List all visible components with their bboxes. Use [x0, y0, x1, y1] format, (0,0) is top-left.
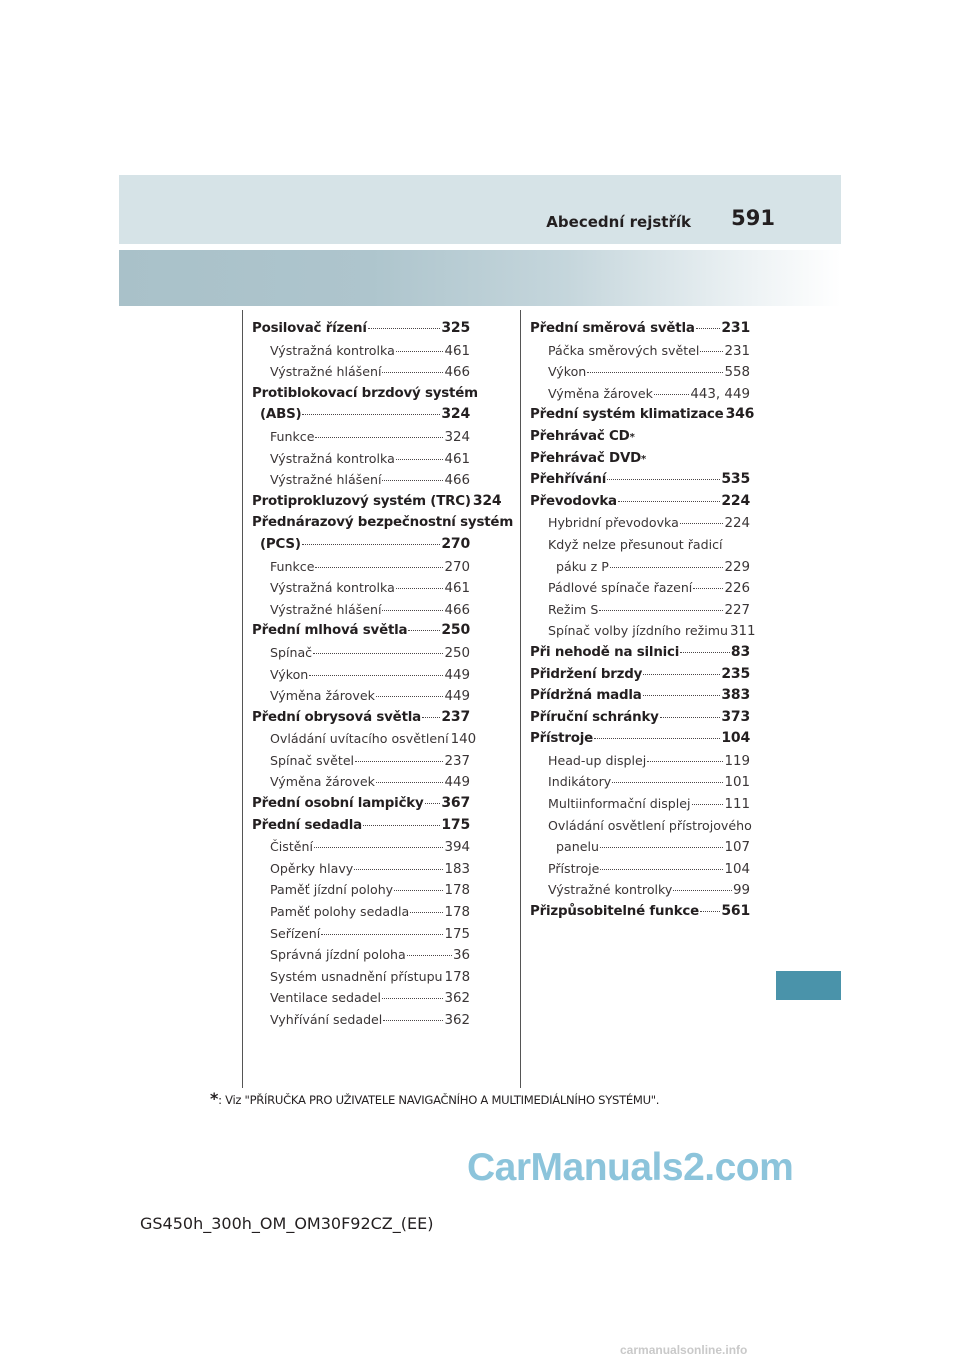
index-entry	[252, 815, 470, 837]
entry-label: Indikátory	[548, 774, 612, 790]
index-subentry	[530, 512, 750, 534]
leader-dots	[302, 414, 440, 415]
index-subentry	[252, 966, 470, 988]
entry-label: Výstražná kontrolka	[270, 342, 395, 358]
entry-page-number: 178	[444, 905, 470, 921]
entry-label: Výstražné kontrolky	[548, 882, 673, 898]
entry-page-number: 99	[732, 883, 750, 899]
entry-label: Výstražná kontrolka	[270, 450, 395, 466]
index-subentry	[252, 750, 470, 772]
entry-page-number: 394	[444, 840, 470, 856]
index-subentry	[530, 771, 750, 793]
entry-page-number: 561	[721, 903, 750, 920]
index-subentry	[252, 1009, 470, 1031]
entry-label: Přední sedadla	[252, 817, 362, 833]
index-subentry	[530, 599, 750, 621]
index-subentry	[252, 448, 470, 470]
index-subentry	[252, 599, 470, 621]
entry-label: (ABS)	[260, 407, 302, 423]
entry-page-number: 443, 449	[690, 386, 750, 402]
entry-page-number: 175	[441, 816, 470, 833]
entry-label: Ovládání uvítacího osvětlení	[270, 731, 449, 747]
leader-dots	[600, 869, 723, 870]
entry-page-number: 36	[452, 948, 470, 964]
entry-page-number: 229	[724, 559, 750, 575]
entry-label: Výstražné hlášení	[270, 601, 382, 617]
entry-label: Pádlové spínače řazení	[548, 580, 693, 596]
entry-label: Seřízení	[270, 925, 321, 941]
index-subentry	[252, 577, 470, 599]
entry-label: Převodovka	[530, 493, 617, 509]
leader-dots	[396, 459, 444, 460]
leader-dots	[394, 890, 443, 891]
entry-page-number: 224	[724, 516, 750, 532]
leader-dots	[600, 847, 724, 848]
leader-dots	[382, 610, 443, 611]
index-entry	[252, 491, 502, 513]
index-subentry	[530, 793, 750, 815]
leader-dots	[692, 804, 724, 805]
index-entry	[530, 469, 750, 491]
leader-dots	[612, 782, 723, 783]
leader-dots	[410, 912, 443, 913]
leader-dots	[382, 998, 443, 999]
entry-label: Spínač světel	[270, 752, 355, 768]
entry-page-number: 250	[441, 622, 470, 639]
index-entry	[530, 685, 750, 707]
leader-dots	[643, 695, 721, 696]
entry-label: Přehrávač DVD	[530, 450, 642, 466]
leader-dots	[700, 351, 723, 352]
entry-page-number: 104	[724, 861, 750, 877]
index-entry	[252, 534, 470, 556]
entry-label: Výkon	[270, 666, 309, 682]
entry-page-number: 270	[441, 535, 470, 552]
index-subentry	[252, 340, 470, 362]
leader-dots	[647, 761, 723, 762]
leader-dots	[309, 675, 443, 676]
entry-page-number: 226	[724, 581, 750, 597]
index-subentry	[530, 556, 750, 578]
leader-dots	[654, 394, 689, 395]
entry-page-number: 362	[444, 991, 470, 1007]
entry-page-number: 140	[450, 732, 477, 748]
section-title: Abecední rejstřík	[546, 213, 691, 231]
entry-page-number: 461	[444, 343, 470, 359]
entry-label: Protiprokluzový systém (TRC)	[252, 493, 471, 509]
entry-page-number: 449	[444, 667, 470, 683]
index-subentry	[252, 858, 470, 880]
entry-label: páku z P	[556, 558, 609, 574]
entry-label: Přední mlhová světla	[252, 623, 408, 639]
entry-page-number: 324	[444, 429, 470, 445]
index-entry	[252, 707, 470, 729]
watermark-url: carmanualsonline.info	[620, 1343, 748, 1357]
entry-label: Přídržná madla	[530, 688, 642, 704]
entry-page-number: 101	[724, 775, 750, 791]
entry-page-number: 362	[444, 1013, 470, 1028]
entry-page-number: 449	[444, 689, 470, 705]
entry-page-number: 178	[444, 969, 471, 985]
entry-page-number: 235	[721, 665, 750, 682]
entry-page-number: 227	[724, 602, 750, 618]
entry-label: Správná jízdní poloha	[270, 947, 406, 963]
index-subentry	[252, 728, 477, 750]
index-subentry	[530, 858, 750, 880]
watermark-logo: CarManuals2.com	[467, 1146, 794, 1189]
index-entry	[252, 318, 470, 340]
leader-dots	[594, 738, 720, 739]
leader-dots	[696, 328, 721, 329]
index-subentry	[252, 469, 470, 491]
entry-label: Systém usnadnění přístupu	[270, 968, 443, 984]
entry-page-number: 373	[721, 708, 750, 725]
leader-dots	[321, 934, 443, 935]
index-entry	[530, 707, 750, 729]
entry-page-number: 270	[444, 559, 470, 575]
index-column-left	[252, 318, 514, 1031]
entry-page-number: 325	[441, 320, 470, 336]
index-entry	[530, 491, 750, 513]
entry-page-number: 535	[721, 471, 750, 488]
entry-label: Přizpůsobitelné funkce	[530, 904, 700, 920]
index-subentry	[530, 815, 750, 837]
index-subentry	[530, 534, 750, 556]
entry-label: Výstražná kontrolka	[270, 580, 395, 596]
index-subentry	[252, 944, 470, 966]
index-entry	[530, 664, 750, 686]
index-entry: Přehrávač DVD *	[530, 448, 750, 470]
index-subentry	[530, 577, 750, 599]
index-entry	[530, 318, 750, 340]
entry-label: Posilovač řízení	[252, 321, 367, 336]
entry-label: Head-up displej	[548, 752, 647, 768]
leader-dots	[383, 1020, 443, 1021]
index-subentry	[252, 685, 470, 707]
index-subentry	[252, 642, 470, 664]
entry-label: Spínač volby jízdního režimu	[548, 623, 729, 639]
leader-dots	[382, 480, 443, 481]
leader-dots	[302, 544, 441, 545]
leader-dots	[315, 437, 443, 438]
entry-label: Přehrávač CD	[530, 428, 630, 444]
entry-label: Přístroje	[530, 731, 594, 747]
decorative-gradient-band	[119, 250, 841, 306]
entry-page-number: 237	[444, 753, 470, 769]
index-subentry	[252, 556, 470, 578]
index-subentry	[252, 879, 470, 901]
index-subentry	[530, 361, 750, 383]
entry-label: Přístroje	[548, 860, 600, 876]
entry-label: Výstražné hlášení	[270, 364, 382, 380]
entry-label: Výstražné hlášení	[270, 472, 382, 488]
middle-column-rule	[520, 310, 521, 1088]
leader-dots	[407, 955, 452, 956]
entry-label: Ventilace sedadel	[270, 990, 381, 1006]
leader-dots	[396, 588, 444, 589]
index-entry	[252, 404, 470, 426]
entry-page-number: 231	[721, 320, 750, 336]
entry-page-number: 178	[444, 883, 470, 899]
leader-dots	[425, 803, 441, 804]
index-column-right	[530, 318, 756, 923]
index-subentry	[530, 620, 756, 642]
index-subentry	[530, 383, 750, 405]
entry-label: Při nehodě na silnici	[530, 644, 680, 660]
entry-label: Vyhřívání sedadel	[270, 1012, 383, 1027]
leader-dots	[363, 825, 440, 826]
entry-label: Funkce	[270, 428, 315, 444]
index-entry	[252, 793, 470, 815]
footnote-text: : Viz "PŘÍRUČKA PRO UŽIVATELE NAVIGAČNÍHO A MULTIMEDIÁLNÍHO SYSTÉMU".	[218, 1093, 660, 1107]
entry-label: Přední systém klimatizace	[530, 407, 724, 423]
leader-dots	[376, 782, 444, 783]
entry-label: Přední osobní lampičky	[252, 796, 424, 812]
entry-label: Příruční schránky	[530, 709, 659, 725]
leader-dots	[618, 501, 720, 502]
entry-page-number: 466	[444, 473, 470, 489]
entry-label: Spínač	[270, 644, 313, 660]
entry-label: Paměť jízdní polohy	[270, 882, 394, 898]
index-subentry	[252, 361, 470, 383]
entry-page-number: 324	[441, 406, 470, 423]
entry-label: Paměť polohy sedadla	[270, 904, 410, 920]
entry-page-number: 449	[444, 775, 470, 791]
entry-page-number: 237	[441, 708, 470, 725]
entry-label: Multiinformační displej	[548, 796, 691, 812]
entry-label: (PCS)	[260, 536, 301, 552]
leader-dots	[599, 610, 723, 611]
leader-dots	[700, 911, 720, 912]
index-subentry	[252, 987, 470, 1009]
entry-label: Opěrky hlavy	[270, 860, 354, 876]
index-entry	[530, 642, 750, 664]
entry-page-number: 558	[724, 365, 750, 381]
index-subentry	[252, 901, 470, 923]
leader-dots	[660, 717, 721, 718]
index-entry	[530, 901, 750, 923]
leader-dots	[313, 653, 443, 654]
entry-label: Přednárazový bezpečnostní systém	[252, 515, 514, 531]
leader-dots	[396, 351, 444, 352]
entry-page-number: 367	[441, 795, 470, 812]
leader-dots	[693, 588, 723, 589]
leader-dots	[382, 372, 443, 373]
index-subentry	[252, 923, 470, 945]
entry-label: Výměna žárovek	[270, 774, 375, 790]
index-entry	[530, 404, 755, 426]
index-subentry	[530, 340, 750, 362]
index-subentry	[252, 771, 470, 793]
leader-dots	[315, 567, 443, 568]
entry-page-number: 466	[444, 602, 470, 618]
leader-dots	[680, 652, 730, 653]
page-number: 591	[731, 206, 775, 230]
entry-label: Čistění	[270, 839, 314, 855]
leader-dots	[355, 761, 443, 762]
entry-page-number: 461	[444, 451, 470, 467]
entry-label: Hybridní převodovka	[548, 515, 679, 531]
entry-page-number: 107	[724, 840, 750, 856]
entry-page-number: 346	[725, 406, 755, 423]
leader-dots	[422, 717, 440, 718]
header-band	[119, 175, 841, 244]
entry-page-number: 183	[444, 861, 470, 877]
leader-dots	[408, 630, 440, 631]
index-entry: Přehrávač CD *	[530, 426, 750, 448]
index-subentry	[252, 664, 470, 686]
index-entry	[530, 728, 750, 750]
entry-label: Přidržení brzdy	[530, 666, 643, 682]
entry-label: Když nelze přesunout řadicí	[548, 536, 723, 552]
entry-label: Přední obrysová světla	[252, 709, 421, 725]
entry-page-number: 104	[721, 730, 750, 747]
leader-dots	[643, 674, 720, 675]
entry-label: panelu	[556, 839, 599, 855]
entry-page-number: 383	[721, 687, 750, 704]
entry-page-number: 324	[472, 492, 502, 509]
entry-page-number: 224	[721, 492, 750, 509]
entry-page-number: 231	[724, 343, 750, 359]
entry-label: Výměna žárovek	[270, 688, 375, 704]
entry-label: Ovládání osvětlení přístrojového	[548, 817, 752, 833]
entry-page-number: 111	[724, 797, 750, 813]
entry-page-number: 461	[444, 581, 470, 597]
entry-label: Funkce	[270, 558, 315, 574]
leader-dots	[610, 567, 724, 568]
leader-dots	[607, 479, 720, 480]
index-subentry	[252, 836, 470, 858]
entry-label: Výkon	[548, 364, 587, 380]
entry-label: Přehřívání	[530, 472, 607, 488]
leader-dots	[587, 372, 723, 373]
leader-dots	[368, 328, 441, 329]
index-subentry	[530, 879, 750, 901]
entry-page-number: 311	[730, 624, 756, 640]
leader-dots	[376, 696, 444, 697]
entry-page-number: 466	[444, 365, 470, 381]
entry-page-number: 175	[444, 926, 470, 942]
left-column-rule	[242, 310, 243, 1088]
entry-label: Protiblokovací brzdový systém	[252, 385, 478, 401]
entry-page-number: 119	[724, 753, 750, 769]
index-subentry	[530, 750, 750, 772]
leader-dots	[673, 890, 732, 891]
index-entry	[252, 512, 514, 534]
leader-dots	[354, 869, 443, 870]
entry-label: Výměna žárovek	[548, 385, 653, 401]
entry-page-number: 250	[444, 645, 470, 661]
index-entry	[252, 620, 470, 642]
entry-label: Páčka směrových světel	[548, 342, 700, 358]
index-subentry	[530, 836, 750, 858]
footnote	[210, 1089, 770, 1112]
entry-label: Režim S	[548, 601, 599, 617]
footnote-star: *	[210, 1089, 219, 1108]
document-code: GS450h_300h_OM_OM30F92CZ_(EE)	[140, 1214, 434, 1233]
index-subentry	[252, 426, 470, 448]
index-entry	[252, 383, 478, 405]
chapter-tab-marker	[776, 971, 841, 1000]
entry-page-number: 83	[730, 643, 750, 660]
entry-label: Přední směrová světla	[530, 321, 695, 336]
leader-dots	[314, 847, 443, 848]
leader-dots	[680, 523, 724, 524]
